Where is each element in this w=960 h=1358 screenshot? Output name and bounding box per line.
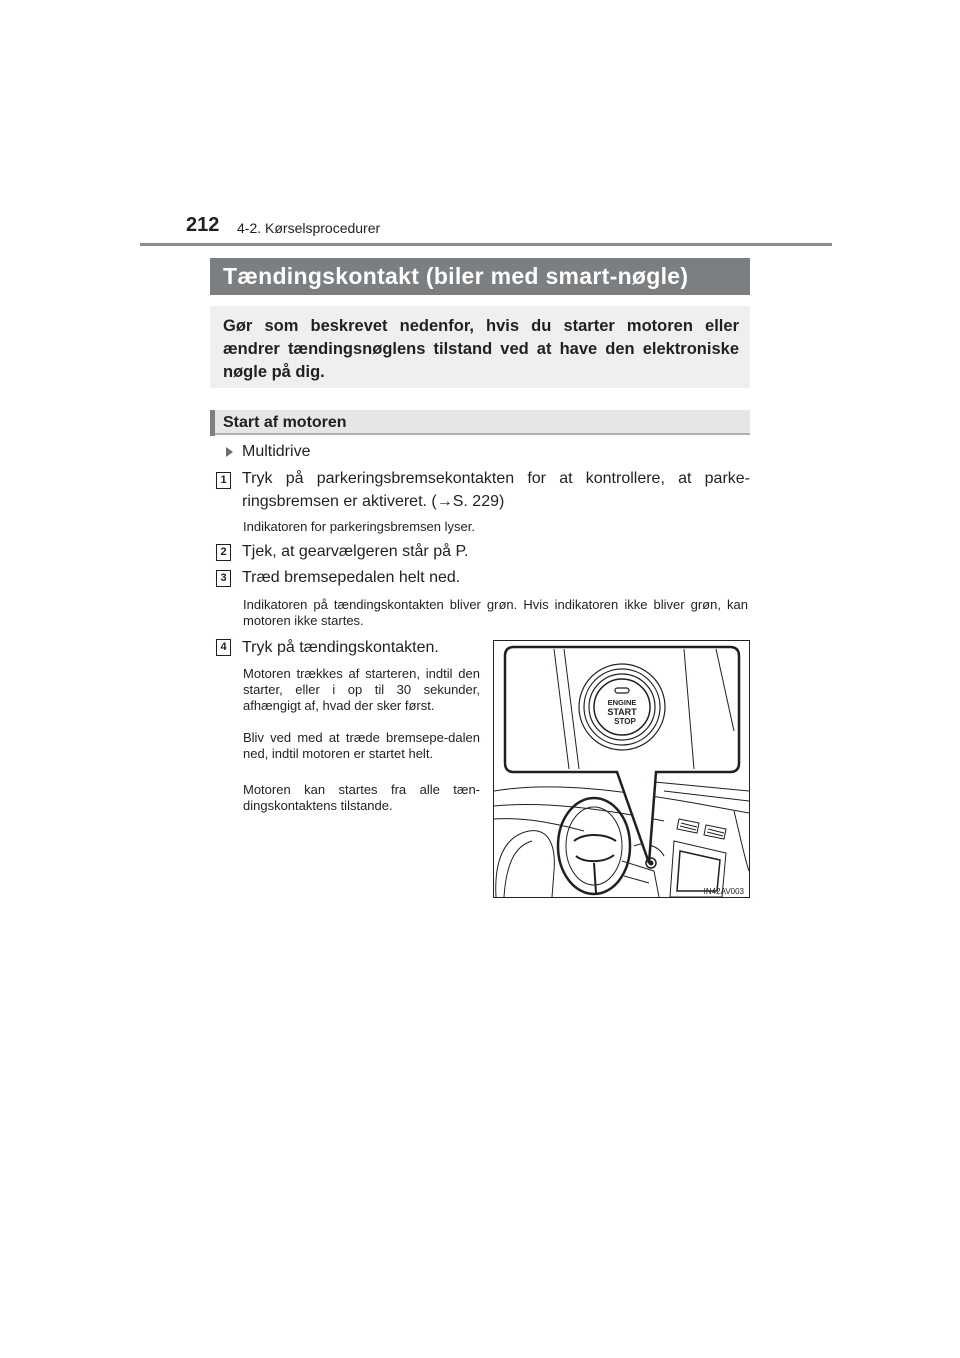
button-label-start: START: [607, 707, 637, 717]
step-text-3: Træd bremsepedalen helt ned.: [242, 569, 461, 586]
button-label-engine: ENGINE: [607, 698, 637, 707]
step-text-2: Tjek, at gearvælgeren står på P.: [242, 543, 469, 560]
figure-code: IN42AV003: [703, 887, 744, 896]
ignition-illustration: [493, 640, 750, 898]
step-4-note-2: Bliv ved med at træde bremsepe-dalen ned, indtil motoren er startet helt.: [243, 730, 480, 761]
step-text-1: Tryk på parkeringsbremsekontakten for at kontrollere, at parke-ringsbremsen er aktiveret. (→S. 229): [242, 470, 750, 510]
section-title: Start af motoren: [223, 414, 347, 431]
step-4-note-3: Motoren kan startes fra alle tæn-dingskontaktens tilstande.: [243, 782, 480, 813]
step-number-4: 4: [216, 639, 231, 656]
intro-text: Gør som beskrevet nedenfor, hvis du starter motoren eller ændrer tændingsnøglens tilstand ved at have den elektroniske nøgle på dig.: [223, 317, 739, 381]
button-label-stop: STOP: [614, 717, 636, 726]
step-number-2: 2: [216, 544, 231, 561]
page-number: 212: [186, 214, 220, 236]
page-title: Tændingskontakt (biler med smart-nøgle): [223, 263, 689, 289]
step-number-1: 1: [216, 472, 231, 489]
bullet-text: Multidrive: [242, 443, 311, 460]
step-note-3: Indikatoren på tændingskontakten bliver grøn. Hvis indikatoren ikke bliver grøn, kan motoren ikke startes.: [243, 597, 748, 628]
chapter-title: 4-2. Kørselsprocedurer: [237, 220, 381, 236]
step-number-3: 3: [216, 570, 231, 587]
section-accent: [210, 410, 215, 436]
step-text-4: Tryk på tændingskontakten.: [242, 639, 439, 656]
triangle-bullet-icon: [226, 447, 233, 457]
dashboard-drawing: [494, 641, 749, 897]
header-rule: [140, 243, 832, 246]
step-4-note-1: Motoren trækkes af starteren, indtil den starter, eller i op til 30 sekunder, afhængigt af, hvad der sker først.: [243, 666, 480, 713]
step-note-1: Indikatoren for parkeringsbremsen lyser.: [243, 519, 475, 534]
